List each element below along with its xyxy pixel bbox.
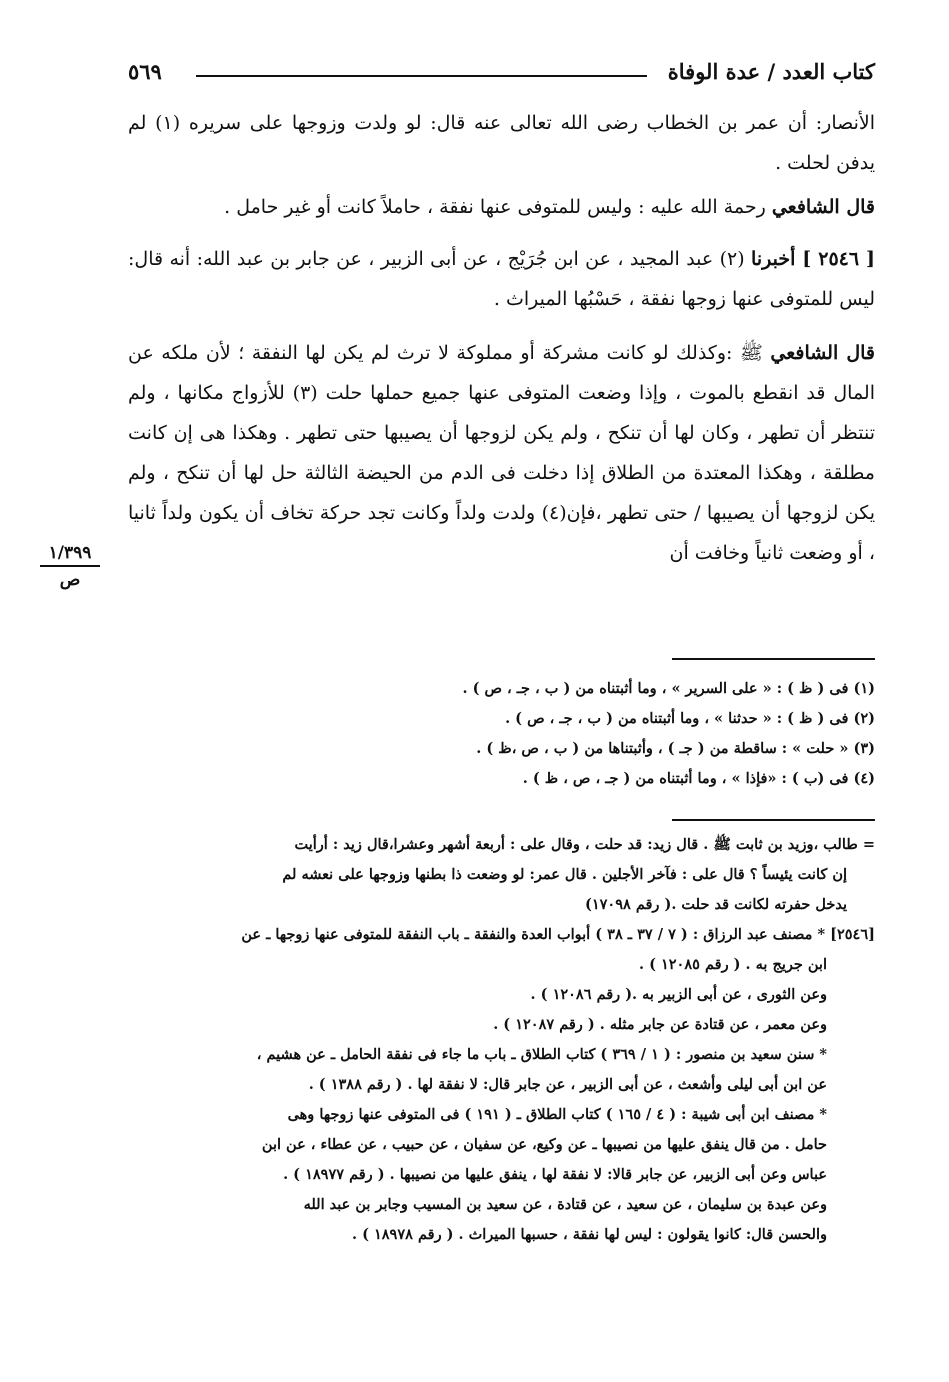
footnotes: [200, 674, 875, 794]
footnote: (٢) فى ( ظ ) : « حدثنا » ، وما أثبتناه من ( ب ، جـ ، ص ) .: [505, 710, 875, 727]
takhrij-line: ابن جريج به . ( رقم ١٢٠٨٥ ) .: [638, 956, 827, 973]
running-header: [128, 55, 875, 95]
takhrij-line: عباس وعن أبى الزبير، عن جابر قالا: لا نفقة لها ، ينفق عليها من نصيبها . ( رقم ١٨٩٧٧ ) .: [283, 1166, 827, 1183]
takhrij-line: وعن معمر ، عن قتادة عن جابر مثله . ( رقم ١٢٠٨٧ ) .: [493, 1016, 827, 1033]
footnote: (٣) « حلت » : ساقطة من ( جـ ) ، وأثبتناها من ( ب ، ص ،ظ ) .: [476, 740, 875, 757]
margin-note: [40, 543, 100, 590]
takhrij-line: وعن الثورى ، عن أبى الزبير به .( رقم ١٢٠٨٦ ) .: [530, 986, 827, 1003]
footnote-separator: [672, 658, 875, 660]
paragraph-4: [128, 333, 875, 573]
footnote: (٤) فى (ب ) : «فإذا » ، وما أثبتناه من ( جـ ، ص ، ظ ) .: [522, 770, 875, 787]
paragraph-2: [128, 187, 875, 227]
takhrij-line: حامل . من قال ينفق عليها من نصيبها ـ عن وكيع، عن سفيان ، عن حبيب ، عن عطاء ، عن ابن: [261, 1136, 827, 1153]
page-number: ٥٦٩: [128, 59, 162, 84]
paragraph-1: الأنصار: أن عمر بن الخطاب رضى الله تعالى عنه قال: لو ولدت وزوجها على سريره (١) لم يدفن لحلت .: [128, 112, 875, 174]
footnote: (١) فى ( ظ ) : « على السرير » ، وما أثبتناه من ( ب ، جـ ، ص ) .: [462, 680, 875, 697]
takhrij-line: وعن عبدة بن سليمان ، عن سعيد ، عن قتادة ، عن سعيد بن المسيب وجابر بن عبد الله: [303, 1196, 827, 1213]
takhrij-notes: [124, 830, 875, 1250]
takhrij-line: والحسن قال: كانوا يقولون : ليس لها نفقة ، حسبها الميراث . ( رقم ١٨٩٧٨ ) .: [351, 1226, 827, 1243]
takhrij-line: عن ابن أبى ليلى وأشعث ، عن أبى الزبير ، عن جابر قال: لا نفقة لها . ( رقم ١٣٨٨ ) .: [308, 1076, 827, 1093]
paragraph-2-text: رحمة الله عليه : وليس للمتوفى عنها نفقة ، حاملاً كانت أو غير حامل .: [224, 196, 772, 218]
takhrij-line: [٢٥٤٦] * مصنف عبد الرزاق : ( ٧ / ٣٧ ـ ٣٨ ) أبواب العدة والنفقة ـ باب النفقة للمتوفى عنها زوجها ـ عن: [241, 926, 875, 943]
paragraph-3: [128, 239, 875, 319]
speaker-label: قال الشافعي: [771, 196, 875, 218]
paragraph-3-text: (٢) عبد المجيد ، عن ابن جُرَيْج ، عن أبى الزبير ، عن جابر بن عبد الله: أنه قال: ليس للمتوفى عنها زوجها نفقة ، حَسْبُها الميراث .: [128, 248, 875, 310]
margin-manuscript: ص: [59, 570, 81, 590]
speaker-label: قال الشافعي: [770, 342, 875, 364]
margin-rule: [40, 565, 100, 567]
header-rule: [196, 75, 647, 77]
chapter-title: كتاب العدد / عدة الوفاة: [667, 59, 875, 84]
takhrij-line: = طالب ،وزيد بن ثابت ﷺ . قال زيد: قد حلت ، وقال على : أربعة أشهر وعشرا،قال زيد : أرأيت: [294, 836, 875, 853]
paragraph-4-text: ﷺ :وكذلك لو كانت مشركة أو مملوكة لا ترث لم يكن لها النفقة ؛ لأن ملكه عن المال قد انقطع بالموت ، وإذا وضعت المتوفى عنها جميع حملها حلت (٣) للأزواج مكانها ، ولم تنتظر أن تطهر ، وكان لها أن تنكح ، ولم يكن لزوجها أن يصيبها حتى تطهر . وهكذا هى إن كانت مطلقة ، وهكذا المعتدة من الطلاق إذا دخلت فى الدم من الحيضة الثالثة حل لها أن تنكح ، ولم يكن لزوجها أن يصيبها / حتى تطهر ،فإن(٤) ولدت ولداً وكانت تجد حركة تخاف أن يكون ولداً ثانيا ، أو وضعت ثانياً وخافت أن: [128, 342, 875, 564]
hadith-number: [ ٢٥٤٦ ] أخبرنا: [751, 248, 875, 270]
main-text: [128, 103, 875, 573]
takhrij-separator: [672, 819, 875, 821]
takhrij-line: * سنن سعيد بن منصور : ( ١ / ٣٦٩ ) كتاب الطلاق ـ باب ما جاء فى نفقة الحامل ـ عن هشيم ،: [256, 1046, 827, 1063]
takhrij-line: إن كانت يئيساً ؟ قال على : فآخر الأجلين . قال عمر: لو وضعت ذا بطنها وزوجها على نعشه لم: [282, 866, 847, 883]
takhrij-line: * مصنف ابن أبى شيبة : ( ٤ / ١٦٥ ) كتاب الطلاق ـ ( ١٩١ ) فى المتوفى عنها زوجها وهى: [287, 1106, 827, 1123]
margin-reference: ١/٣٩٩: [48, 543, 92, 563]
takhrij-line: يدخل حفرته لكانت قد حلت .( رقم ١٧٠٩٨): [584, 896, 847, 913]
